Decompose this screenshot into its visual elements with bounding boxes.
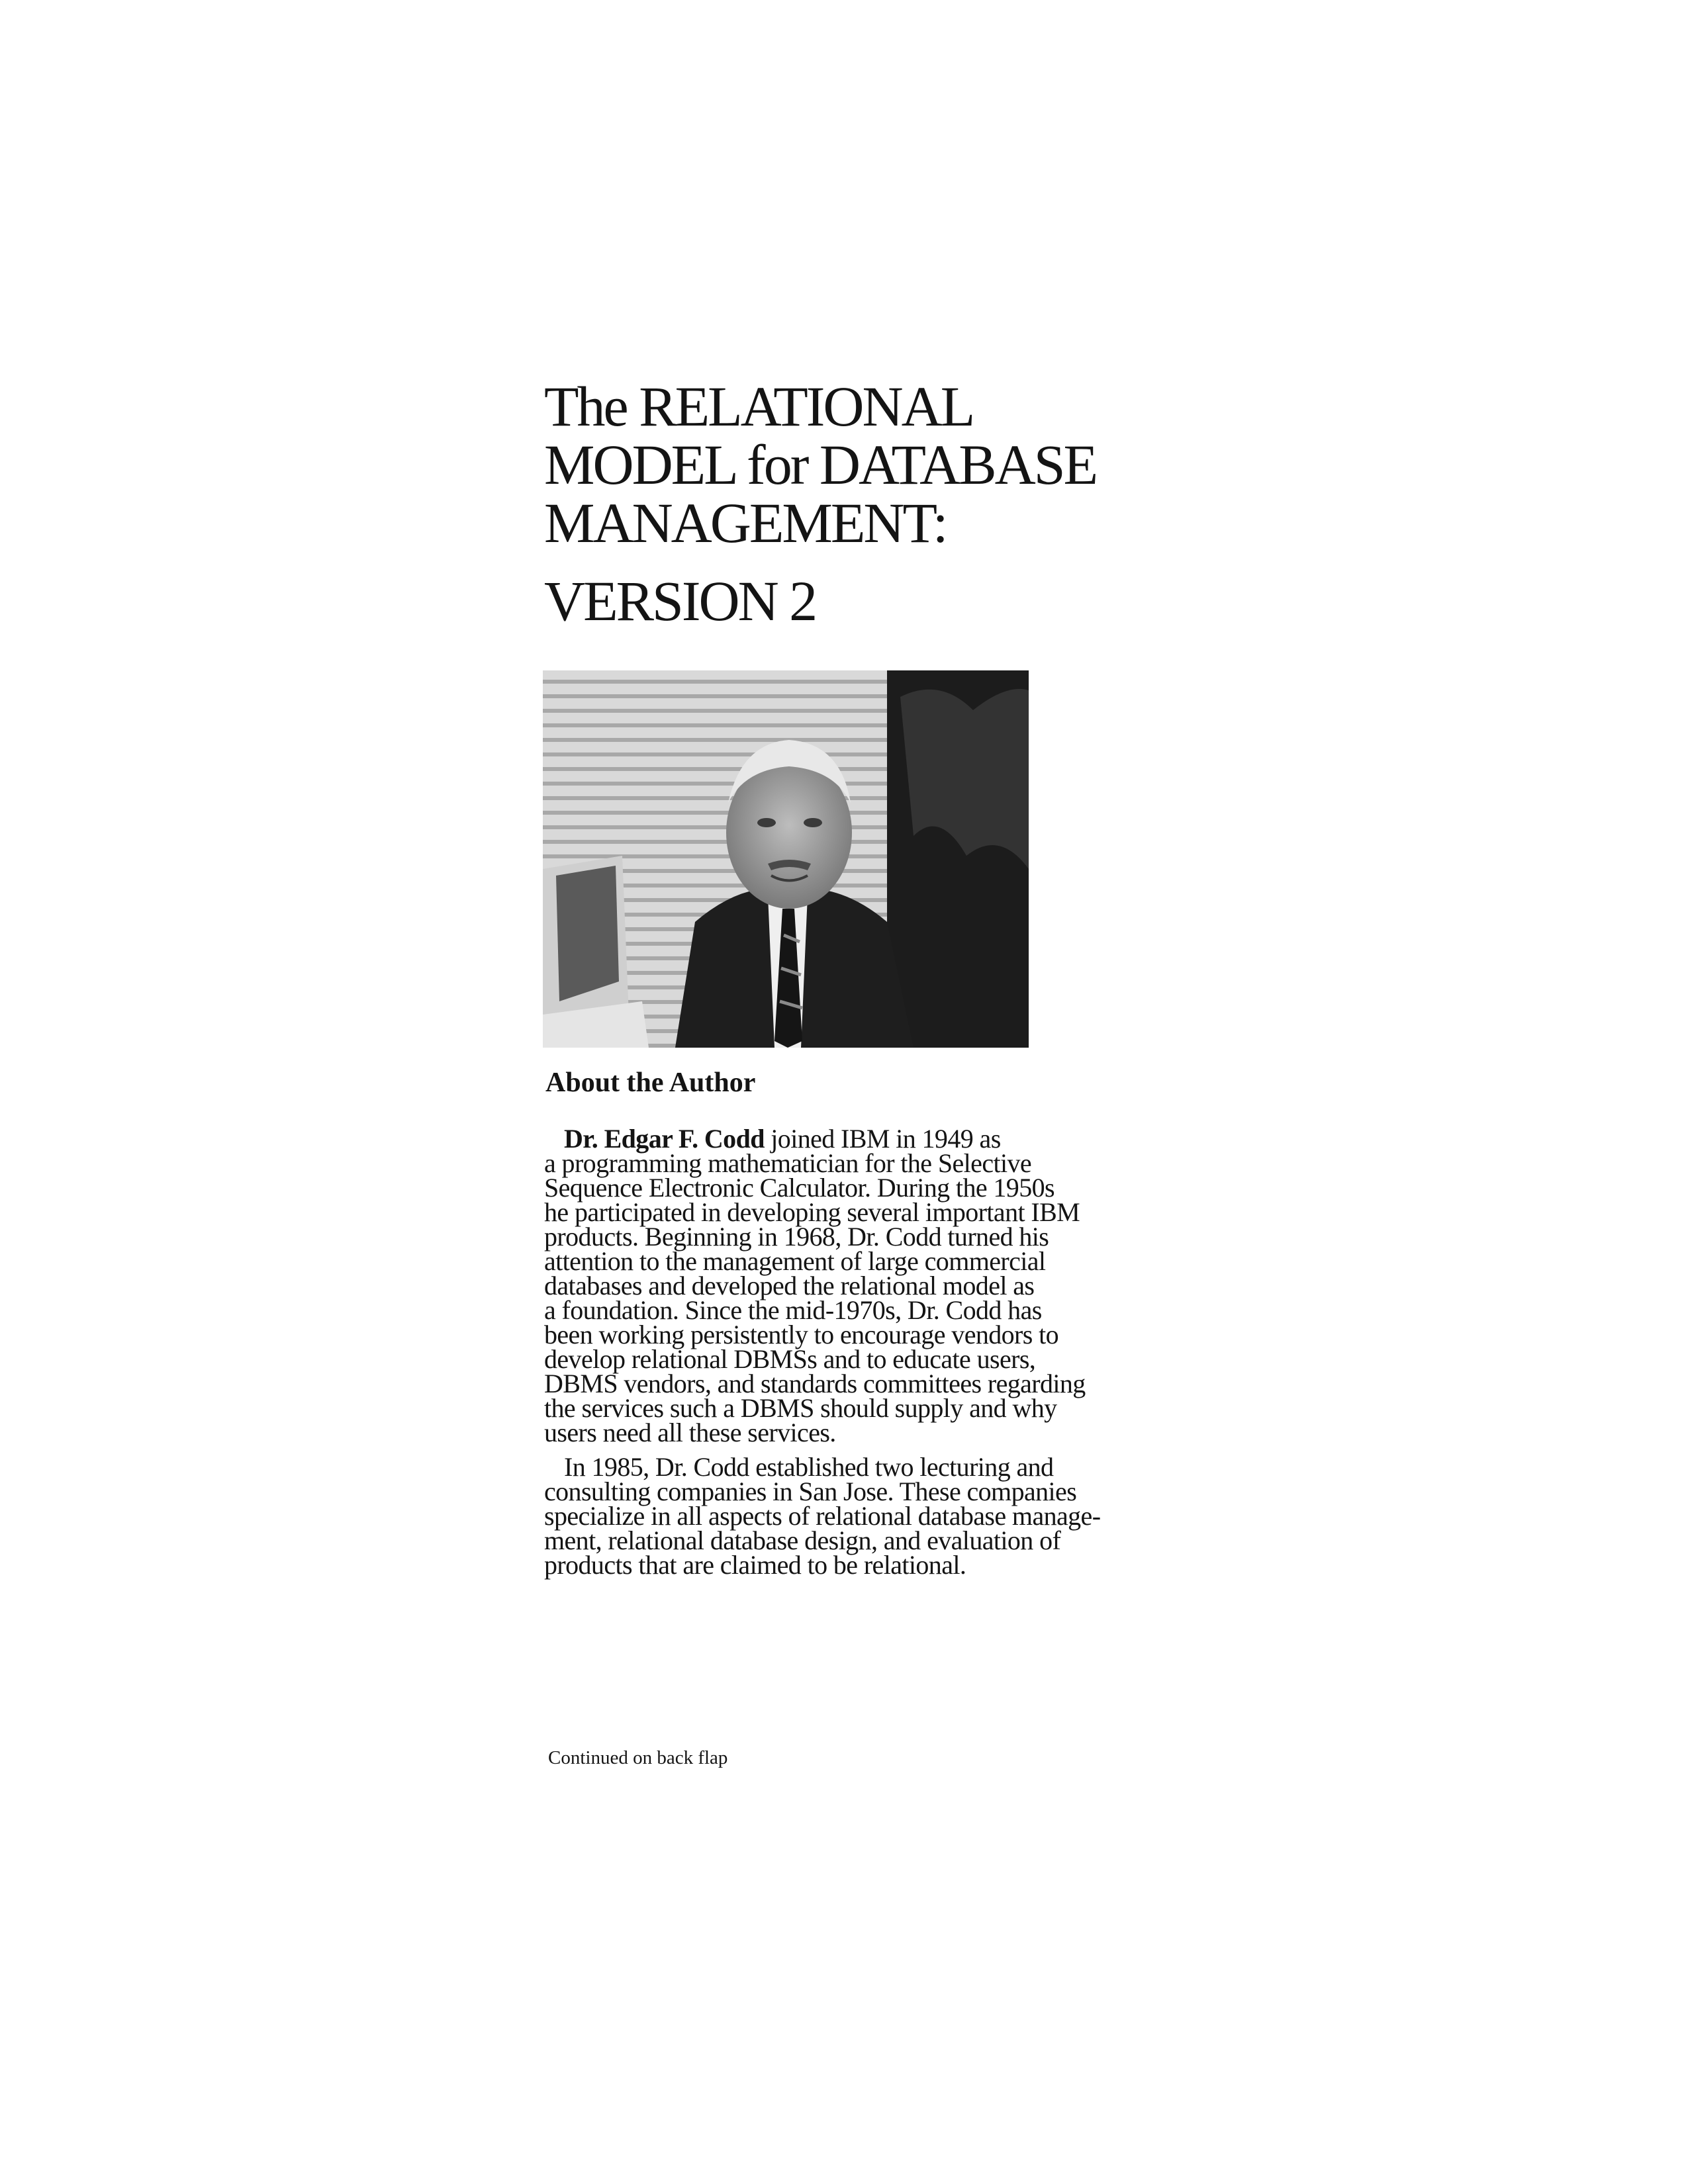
about-heading: About the Author: [545, 1068, 756, 1098]
author-name: Dr. Edgar F. Codd: [564, 1124, 765, 1154]
book-title: [544, 375, 1206, 555]
bio-line: ment, relational database design, and evaluation of: [544, 1525, 1061, 1555]
bio-line: products. Beginning in 1968, Dr. Codd turned his: [544, 1222, 1049, 1251]
bio-line: products that are claimed to be relational.: [544, 1550, 966, 1580]
title-line-1: The RELATIONAL: [544, 375, 974, 438]
bio-paragraph-2: [544, 1452, 1140, 1580]
author-photo-illustration: [543, 670, 1029, 1048]
title-line-3: MANAGEMENT:: [544, 491, 947, 555]
bio-line: a programming mathematician for the Selective: [544, 1148, 1032, 1178]
author-photo: [543, 670, 1029, 1048]
bio-paragraph-1: [544, 1126, 1140, 1445]
bio-line: a foundation. Since the mid-1970s, Dr. Codd has: [544, 1295, 1042, 1325]
bio-line: attention to the management of large commercial: [544, 1246, 1046, 1276]
version-label: VERSION 2: [544, 569, 816, 633]
bio-line: [544, 1124, 1140, 1154]
bio-line: he participated in developing several important IBM: [544, 1197, 1080, 1227]
bio-line: In 1985, Dr. Codd established two lecturing and: [564, 1452, 1054, 1482]
bio-line: been working persistently to encourage vendors to: [544, 1320, 1059, 1349]
bio-line: develop relational DBMSs and to educate users,: [544, 1344, 1036, 1374]
bio-line: specialize in all aspects of relational database manage-: [544, 1501, 1101, 1531]
bio-line-1-rest: joined IBM in 1949 as: [764, 1124, 1001, 1154]
bio-line: the services such a DBMS should supply and why: [544, 1393, 1057, 1423]
bio-line: users need all these services.: [544, 1418, 836, 1447]
bio-line: Sequence Electronic Calculator. During the 1950s: [544, 1173, 1055, 1203]
bio-line: consulting companies in San Jose. These companies: [544, 1477, 1077, 1506]
title-line-2: MODEL for DATABASE: [544, 433, 1097, 496]
bio-line: DBMS vendors, and standards committees regarding: [544, 1369, 1086, 1398]
continued-note: Continued on back flap: [548, 1747, 728, 1768]
bio-line: databases and developed the relational model as: [544, 1271, 1035, 1300]
author-bio: [544, 1126, 1140, 1587]
